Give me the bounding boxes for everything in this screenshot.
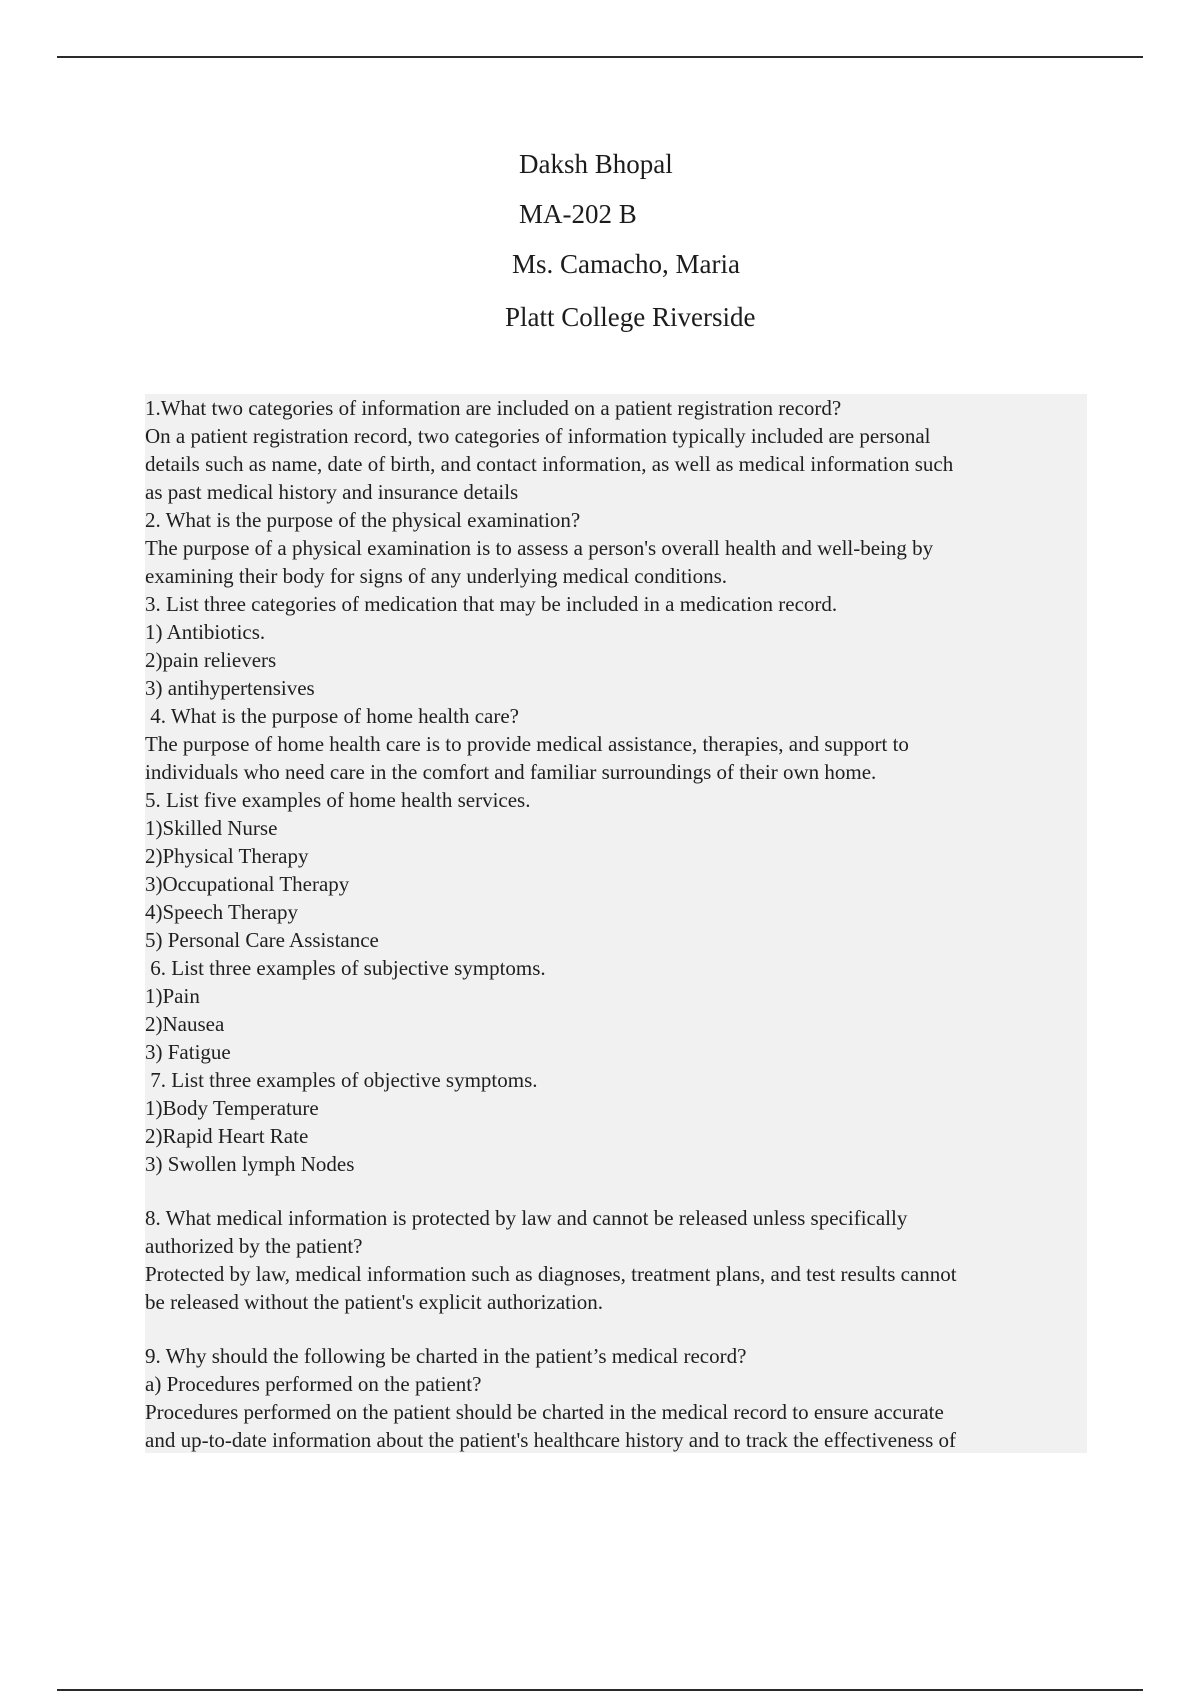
answer-5-item-2: 2)Physical Therapy [145,844,309,868]
bottom-rule [57,1689,1143,1691]
answer-6-item-3: 3) Fatigue [145,1040,231,1064]
answer-3-item-3: 3) antihypertensives [145,676,315,700]
answer-sheet [145,394,1087,1453]
answer-9a-line-2: and up-to-date information about the patient's healthcare history and to track the effectiveness of [145,1428,957,1452]
answer-7-item-1: 1)Body Temperature [145,1096,319,1120]
question-5: 5. List five examples of home health services. [145,788,531,812]
answer-3-item-1: 1) Antibiotics. [145,620,266,644]
question-4: 4. What is the purpose of home health care? [145,704,519,728]
top-rule [57,56,1143,58]
instructor-name: Ms. Camacho, Maria [512,249,740,279]
question-9: 9. Why should the following be charted in the patient’s medical record? [145,1344,747,1368]
question-9a: a) Procedures performed on the patient? [145,1372,482,1396]
spacer [145,1316,1087,1342]
answer-2-line-1: The purpose of a physical examination is to assess a person's overall health and well-being by [145,536,934,560]
answer-1-line-1: On a patient registration record, two categories of information typically included are personal [145,424,931,448]
answer-2-line-2: examining their body for signs of any underlying medical conditions. [145,564,728,588]
spacer [145,1178,1087,1204]
answer-8-line-2: be released without the patient's explicit authorization. [145,1290,604,1314]
answer-6-item-1: 1)Pain [145,984,200,1008]
answer-4-line-1: The purpose of home health care is to provide medical assistance, therapies, and support to [145,732,909,756]
answer-3-item-2: 2)pain relievers [145,648,277,672]
answer-5-item-1: 1)Skilled Nurse [145,816,278,840]
question-6: 6. List three examples of subjective symptoms. [145,956,546,980]
course-code: MA-202 B [519,199,637,229]
answer-5-item-3: 3)Occupational Therapy [145,872,350,896]
answer-8-line-1: Protected by law, medical information such as diagnoses, treatment plans, and test results cannot [145,1262,957,1286]
student-name: Daksh Bhopal [519,149,673,179]
answer-1-line-2: details such as name, date of birth, and contact information, as well as medical information such [145,452,954,476]
answer-5-item-4: 4)Speech Therapy [145,900,298,924]
answer-9a-line-1: Procedures performed on the patient should be charted in the medical record to ensure accurate [145,1400,944,1424]
question-8-line-1: 8. What medical information is protected by law and cannot be released unless specifically [145,1206,908,1230]
question-8-line-2: authorized by the patient? [145,1234,363,1258]
answer-1-line-3: as past medical history and insurance details [145,480,519,504]
answer-4-line-2: individuals who need care in the comfort and familiar surroundings of their own home. [145,760,877,784]
question-2: 2. What is the purpose of the physical examination? [145,508,581,532]
question-3: 3. List three categories of medication that may be included in a medication record. [145,592,838,616]
answer-7-item-2: 2)Rapid Heart Rate [145,1124,309,1148]
answer-6-item-2: 2)Nausea [145,1012,225,1036]
answer-5-item-5: 5) Personal Care Assistance [145,928,379,952]
answer-7-item-3: 3) Swollen lymph Nodes [145,1152,355,1176]
question-7: 7. List three examples of objective symptoms. [145,1068,538,1092]
question-1: 1.What two categories of information are included on a patient registration record? [145,396,842,420]
college-name: Platt College Riverside [505,302,756,332]
